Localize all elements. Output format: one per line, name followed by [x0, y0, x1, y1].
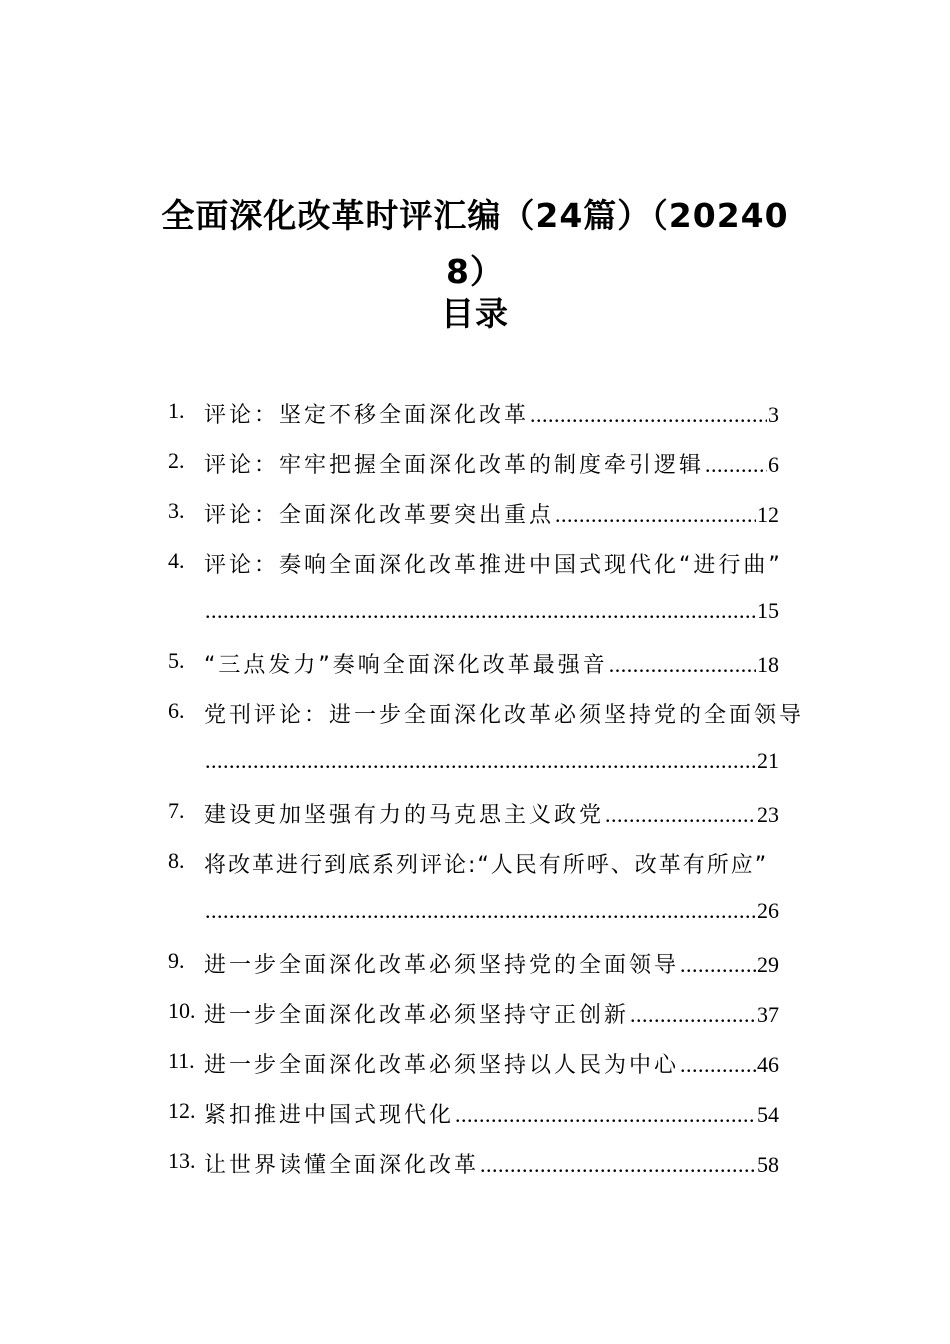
- toc-entry-number: 13.: [168, 1148, 196, 1173]
- dot-leader: [609, 652, 756, 678]
- toc-entry-title: 让世界读懂全面深化改革: [204, 1153, 480, 1178]
- toc-entry-page: 3: [768, 402, 779, 427]
- toc-entry-page: 54: [757, 1102, 779, 1127]
- document-title-line-1: 全面深化改革时评汇编（24篇）（20240: [161, 196, 789, 235]
- toc-entry-title: 评论：全面深化改革要突出重点: [204, 503, 555, 528]
- toc-entry-number: 3.: [168, 498, 185, 523]
- toc-entry-number: 4.: [168, 548, 185, 573]
- toc-entry-number: 11.: [168, 1048, 195, 1073]
- toc-entry-3[interactable]: [168, 488, 816, 538]
- toc-entry-number: 10.: [168, 998, 196, 1023]
- toc-entry-page: 15: [757, 598, 779, 623]
- toc-entry-9[interactable]: [168, 938, 816, 988]
- dot-leader: [530, 402, 767, 428]
- toc-entry-number: 7.: [168, 798, 185, 823]
- toc-entry-title: 进一步全面深化改革必须坚持守正创新: [204, 1003, 630, 1028]
- toc-entry-page: 12: [757, 502, 779, 527]
- toc-entry-2[interactable]: [168, 438, 816, 488]
- toc-entry-10[interactable]: [168, 988, 816, 1038]
- dot-leader: [205, 598, 756, 624]
- dot-leader: [480, 1152, 756, 1178]
- toc-entry-1[interactable]: [168, 388, 816, 438]
- toc-entry-number: 2.: [168, 448, 185, 473]
- dot-leader: [205, 748, 756, 774]
- toc-entry-page: 46: [757, 1052, 779, 1077]
- toc-entry-4-continuation[interactable]: [168, 588, 816, 638]
- dot-leader: [205, 898, 756, 924]
- toc-entry-page: 37: [757, 1002, 779, 1027]
- toc-entry-8-continuation[interactable]: [168, 888, 816, 938]
- toc-entry-title: 评论：坚定不移全面深化改革: [204, 403, 530, 428]
- dot-leader: [455, 1102, 756, 1128]
- toc-entry-title: “三点发力”奏响全面深化改革最强音: [204, 653, 608, 678]
- toc-entry-6[interactable]: [168, 688, 816, 738]
- toc-entry-page: 18: [757, 652, 779, 677]
- toc-entry-page: 26: [757, 898, 779, 923]
- dot-leader: [630, 1002, 756, 1028]
- toc-entry-number: 5.: [168, 648, 185, 673]
- toc-entry-number: 1.: [168, 398, 185, 423]
- toc-heading: 目录: [441, 294, 509, 333]
- toc-entry-13[interactable]: [168, 1138, 816, 1188]
- dot-leader: [705, 452, 767, 478]
- dot-leader: [680, 1052, 756, 1078]
- dot-leader: [605, 802, 756, 828]
- toc-entry-6-continuation[interactable]: [168, 738, 816, 788]
- toc-entry-title: 紧扣推进中国式现代化: [204, 1103, 455, 1128]
- toc-entry-number: 9.: [168, 948, 185, 973]
- toc-entry-title: 党刊评论：进一步全面深化改革必须坚持党的全面领导: [204, 703, 805, 728]
- toc-entry-title: 评论：牢牢把握全面深化改革的制度牵引逻辑: [204, 453, 705, 478]
- table-of-contents: [168, 388, 816, 1188]
- toc-entry-number: 6.: [168, 698, 185, 723]
- toc-entry-page: 21: [757, 748, 779, 773]
- toc-entry-4[interactable]: [168, 538, 816, 588]
- toc-entry-page: 58: [757, 1152, 779, 1177]
- toc-entry-5[interactable]: [168, 638, 816, 688]
- toc-entry-title: 评论：奏响全面深化改革推进中国式现代化“进行曲”: [204, 553, 783, 578]
- toc-entry-number: 12.: [168, 1098, 196, 1123]
- toc-entry-title: 进一步全面深化改革必须坚持以人民为中心: [204, 1053, 680, 1078]
- toc-entry-page: 23: [757, 802, 779, 827]
- toc-entry-8[interactable]: [168, 838, 816, 888]
- dot-leader: [680, 952, 756, 978]
- toc-entry-11[interactable]: [168, 1038, 816, 1088]
- toc-entry-title: 进一步全面深化改革必须坚持党的全面领导: [204, 953, 680, 978]
- toc-entry-title: 建设更加坚强有力的马克思主义政党: [204, 803, 605, 828]
- toc-entry-number: 8.: [168, 848, 185, 873]
- toc-entry-7[interactable]: [168, 788, 816, 838]
- document-title-line-2: 8）: [446, 252, 504, 291]
- dot-leader: [555, 502, 756, 528]
- toc-entry-page: 29: [757, 952, 779, 977]
- toc-entry-12[interactable]: [168, 1088, 816, 1138]
- toc-entry-page: 6: [768, 452, 779, 477]
- toc-entry-title: 将改革进行到底系列评论:“人民有所呼、改革有所应”: [204, 853, 769, 878]
